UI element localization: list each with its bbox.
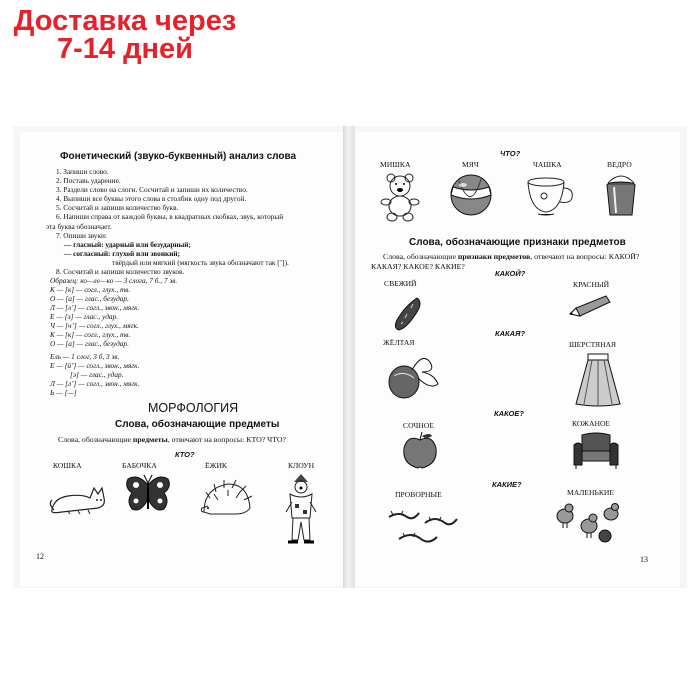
example-line: О — [а] — глас., безудар. [50, 339, 129, 348]
ball-illustration [449, 173, 493, 217]
phonetic-analysis-title: Фонетический (звуко-буквенный) анализ слова [60, 151, 297, 162]
question-kakoy: КАКОЙ? [495, 269, 526, 278]
example-line: К — [к] — согл., глух., тв. [50, 285, 131, 294]
armchair-illustration [572, 431, 620, 471]
cat-illustration [48, 474, 110, 516]
question-what: ЧТО? [500, 149, 521, 158]
page-number-right: 13 [640, 555, 648, 564]
example-line: О — [а] — глас., безудар. [50, 294, 129, 303]
clown-illustration [284, 474, 318, 548]
example-line: Л — [л’] — согл., звон., мягк. [50, 303, 140, 312]
example-line: Образец: ко—ле—ко — 3 слога, 7 б., 7 зв. [50, 276, 178, 285]
nouns-subtitle: Слова, обозначающие предметы [115, 419, 280, 430]
teddy-bear-illustration [380, 172, 420, 222]
label-leather: КОЖАНОЕ [572, 419, 611, 428]
label-yellow: ЖЁЛТАЯ [383, 338, 415, 347]
example-line: Ель — 1 слог, 3 б, 3 зв. [50, 352, 120, 361]
example-line: Ч — [ч’] — согл., глух., мягк. [50, 321, 139, 330]
promo-delivery-line2: 7-14 дней [57, 33, 193, 65]
example-line: [э] — глас., удар. [70, 370, 124, 379]
apple-illustration [402, 432, 438, 470]
step-line: 7. Опиши звуки: [56, 230, 107, 240]
morphology-heading: МОРФОЛОГИЯ [148, 401, 239, 415]
label-teddy: МИШКА [380, 160, 411, 169]
label-bucket: ВЕДРО [607, 160, 632, 169]
label-fresh: СВЕЖИЙ [384, 279, 417, 288]
butterfly-illustration [124, 473, 172, 517]
step-line: 2. Поставь ударение. [56, 176, 121, 186]
example-kolek [50, 276, 177, 348]
step-line: эта буква обозначает. [46, 221, 112, 231]
step-line: — гласный: ударный или безударный; [64, 239, 191, 249]
step-line: 5. Сосчитай и запиши количество букв. [56, 203, 179, 213]
hedgehog-illustration [200, 478, 252, 522]
promo-delivery-line1: Доставка через [13, 5, 237, 37]
bucket-illustration [604, 173, 638, 219]
cucumber-illustration [393, 296, 423, 332]
lizards-illustration [385, 503, 461, 553]
page-number-left: 12 [36, 552, 44, 561]
adjectives-title: Слова, обозначающие признаки предметов [409, 237, 626, 248]
label-little: МАЛЕНЬКИЕ [567, 488, 615, 497]
question-kakoe: КАКОЕ? [494, 409, 524, 418]
label-butterfly: БАБОЧКА [122, 461, 157, 470]
pencil-illustration [568, 294, 612, 318]
step-line: 6. Напиши справа от каждой буквы, в квадратных скобках, звук, который [56, 212, 284, 222]
example-line: Е — [й’] — согл., звон., мягк. [50, 361, 140, 370]
step-line: 4. Выпиши все буквы этого слова в столбик одну под другой. [56, 194, 247, 204]
question-who: КТО? [175, 450, 195, 459]
label-red: КРАСНЫЙ [573, 280, 610, 289]
label-juicy: СОЧНОЕ [403, 421, 434, 430]
cup-illustration [526, 176, 574, 216]
turnip-illustration [386, 352, 442, 400]
label-ball: МЯЧ [462, 160, 479, 169]
example-line: К — [к] — согл., глух., тв. [50, 330, 131, 339]
question-kakaya: КАКАЯ? [495, 329, 526, 338]
example-line: Ь — [—] [50, 388, 77, 397]
nouns-intro: Слова, обозначающие предметы, отвечают на вопросы: КТО? ЧТО? [58, 435, 286, 444]
example-el [50, 352, 139, 397]
label-clown: КЛОУН [288, 461, 315, 470]
step-line: 3. Раздели слово на слоги. Сосчитай и запиши их количество. [56, 185, 248, 195]
label-hedgehog: ЁЖИК [205, 461, 227, 470]
label-nimble: ПРОВОРНЫЕ [395, 490, 442, 499]
label-cat: КОШКА [53, 461, 82, 470]
step-line: 8. Сосчитай и запиши количество звуков. [56, 267, 185, 277]
book-spine [343, 126, 355, 588]
skirt-illustration [574, 352, 622, 408]
step-line: 1. Запиши слово. [56, 167, 109, 176]
example-line: Л — [л’] — согл., звон., мягк. [50, 379, 140, 388]
question-kakie: КАКИЕ? [492, 480, 522, 489]
analysis-steps [46, 167, 289, 277]
step-line: — согласный: глухой или звонкий; [64, 248, 181, 258]
adjectives-intro-line1: Слова, обозначающие признаки предметов, отвечают на вопросы: КАКОЙ? [383, 252, 640, 261]
example-line: Е — [э] — глас., удар. [50, 312, 119, 321]
label-cup: ЧАШКА [533, 160, 562, 169]
adjectives-intro-line2: КАКАЯ? КАКОЕ? КАКИЕ? [371, 262, 465, 271]
label-woolen: ШЕРСТЯНАЯ [569, 340, 617, 349]
chicks-illustration [553, 500, 623, 544]
step-line: твёрдый или мягкий (мягкость звука обозначают так [’]). [112, 257, 289, 267]
